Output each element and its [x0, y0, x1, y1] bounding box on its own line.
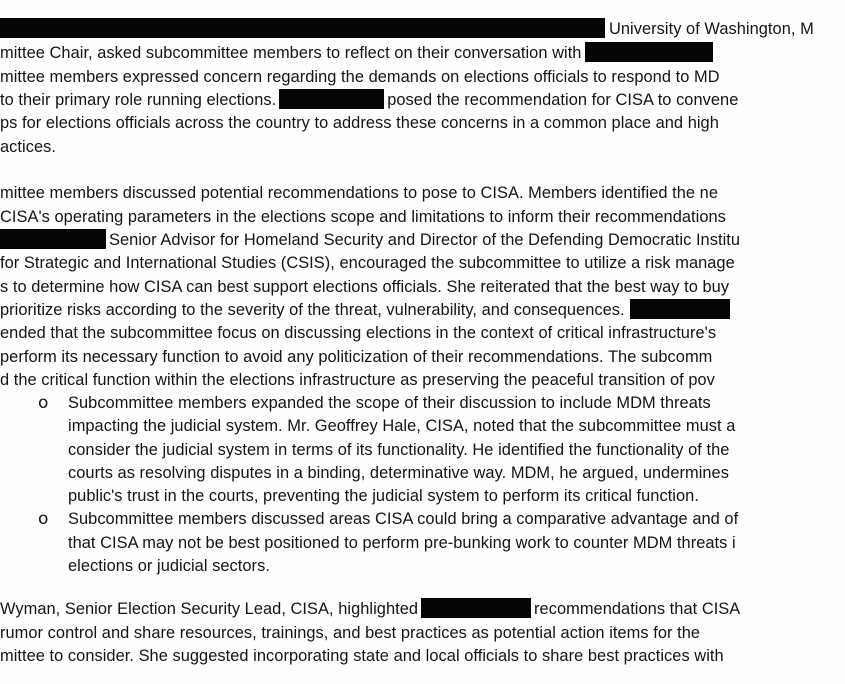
- line-10: for Strategic and International Studies (CSIS), encouraged the subcommittee to utilize a risk manage: [0, 254, 735, 272]
- redaction-bar: [0, 18, 605, 38]
- line-18: mittee to consider. She suggested incorporating state and local officials to share best practices with: [0, 647, 724, 665]
- line-5: ps for elections officials across the country to address these concerns in a common place and high: [0, 114, 719, 132]
- bullet-2-line-3: elections or judicial sectors.: [68, 557, 270, 575]
- line-9: Senior Advisor for Homeland Security and Director of the Defending Democratic Institu: [0, 229, 740, 251]
- bullet-2-line-2: that CISA may not be best positioned to perform pre-bunking work to counter MDM threats i: [68, 534, 736, 552]
- bullet-1-line-3: consider the judicial system in terms of its functionality. He identified the functionality of the: [68, 441, 730, 459]
- bullet-2-line-1: Subcommittee members discussed areas CISA could bring a comparative advantage and of: [68, 510, 739, 528]
- redaction-bar: [0, 229, 106, 249]
- line-12: prioritize risks according to the severity of the threat, vulnerability, and consequences.: [0, 299, 730, 321]
- line-1: University of Washington, M: [0, 18, 814, 40]
- line-16: Wyman, Senior Election Security Lead, CISA, highlighted recommendations that CISA: [0, 600, 741, 618]
- bullet-marker: o: [38, 393, 49, 413]
- bullet-1-line-5: public's trust in the courts, preventing the judicial system to perform its critical function.: [68, 487, 699, 505]
- bullet-1-line-4: courts as resolving disputes in a binding, determinative way. MDM, he argued, undermines: [68, 464, 729, 482]
- redaction-bar: [585, 42, 713, 62]
- bullet-marker: o: [38, 509, 49, 529]
- line-13: ended that the subcommittee focus on discussing elections in the context of critical infrastructure's: [0, 324, 717, 342]
- bullet-1-line-2: impacting the judicial system. Mr. Geoffrey Hale, CISA, noted that the subcommittee must a: [68, 417, 736, 435]
- line-7: mittee members discussed potential recommendations to pose to CISA. Members identified the ne: [0, 184, 718, 202]
- line-2: mittee Chair, asked subcommittee members to reflect on their conversation with: [0, 42, 713, 64]
- line-8: CISA's operating parameters in the elections scope and limitations to inform their recommendations: [0, 208, 726, 226]
- line-6: actices.: [0, 138, 56, 156]
- line-3: mittee members expressed concern regarding the demands on elections officials to respond to MD: [0, 68, 720, 86]
- redaction-bar: [421, 598, 531, 618]
- redaction-bar: [630, 299, 730, 319]
- line-4: to their primary role running elections. posed the recommendation for CISA to convene: [0, 91, 739, 109]
- line-17: rumor control and share resources, trainings, and best practices as potential action items for the: [0, 624, 701, 642]
- line-15: d the critical function within the elections infrastructure as preserving the peaceful transition of pov: [0, 371, 715, 389]
- bullet-1-line-1: Subcommittee members expanded the scope of their discussion to include MDM threats: [68, 394, 711, 412]
- line-14: perform its necessary function to avoid any politicization of their recommendations. The subcomm: [0, 348, 713, 366]
- line-11: s to determine how CISA can best support elections officials. She reiterated that the best way to buy: [0, 278, 730, 296]
- redaction-bar: [279, 89, 384, 109]
